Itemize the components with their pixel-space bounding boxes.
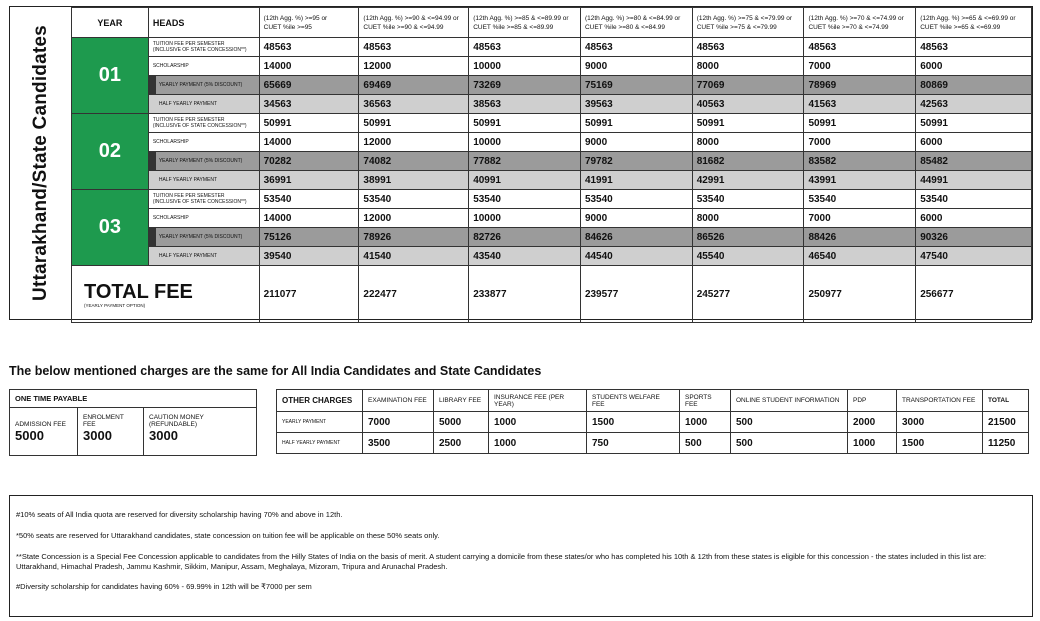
fee-value-cell: 81682 bbox=[692, 152, 804, 171]
fee-value-cell: 80869 bbox=[916, 76, 1032, 95]
fee-value-cell: 53540 bbox=[580, 190, 692, 209]
fee-value-cell: 84626 bbox=[580, 228, 692, 247]
other-charges-value: 3500 bbox=[363, 433, 434, 454]
fee-head-label bbox=[148, 133, 259, 152]
fee-value-cell: 50991 bbox=[469, 114, 581, 133]
range-header bbox=[580, 8, 692, 38]
other-charges-value: 500 bbox=[680, 433, 731, 454]
fee-value-cell: 7000 bbox=[804, 209, 916, 228]
range-header bbox=[259, 8, 359, 38]
payment-option-strip bbox=[149, 76, 156, 94]
fee-value-cell: 75126 bbox=[259, 228, 359, 247]
other-charges-row bbox=[277, 412, 1029, 433]
payment-option-strip bbox=[149, 152, 156, 170]
note-uttarakhand-seats: *50% seats are reserved for Uttarakhand candidates, state concession on tuition fee will be applicable on these 50% seats only. bbox=[16, 531, 440, 540]
fee-value-cell: 12000 bbox=[359, 133, 469, 152]
fee-value-cell: 14000 bbox=[259, 133, 359, 152]
one-time-payable-title: ONE TIME PAYABLE bbox=[10, 390, 257, 408]
enrolment-fee-value: 3000 bbox=[78, 428, 144, 456]
range-header bbox=[469, 8, 581, 38]
total-fee-label-cell bbox=[72, 266, 260, 323]
common-charges-heading: The below mentioned charges are the same for All India Candidates and State Candidates bbox=[9, 364, 542, 378]
other-charges-total-header: TOTAL bbox=[983, 390, 1029, 412]
fee-value-cell: 78926 bbox=[359, 228, 469, 247]
fee-value-cell: 48563 bbox=[692, 38, 804, 57]
fee-value-cell: 6000 bbox=[916, 57, 1032, 76]
fee-head-label bbox=[148, 57, 259, 76]
other-charges-column-header: INSURANCE FEE (PER YEAR) bbox=[489, 390, 587, 412]
fee-value-cell: 12000 bbox=[359, 209, 469, 228]
fee-value-cell: 40991 bbox=[469, 171, 581, 190]
fee-value-cell: 48563 bbox=[916, 38, 1032, 57]
fee-table-header-row bbox=[72, 8, 1032, 38]
fee-head-line: TUITION FEE PER SEMESTER bbox=[152, 193, 225, 199]
fee-head-label bbox=[148, 76, 259, 95]
fee-head-line: (INCLUSIVE OF STATE CONCESSION**) bbox=[152, 47, 247, 53]
one-time-value-row bbox=[10, 428, 257, 456]
range-line: CUET %ile >=90 & <=94.99 bbox=[363, 23, 444, 31]
other-charges-value: 1000 bbox=[680, 412, 731, 433]
fee-head-label bbox=[148, 152, 259, 171]
range-line: CUET %ile >=75 & <=79.99 bbox=[696, 23, 777, 31]
fee-value-cell: 88426 bbox=[804, 228, 916, 247]
fee-value-cell: 39563 bbox=[580, 95, 692, 114]
fee-value-cell: 38563 bbox=[469, 95, 581, 114]
other-charges-value: 1000 bbox=[489, 433, 587, 454]
other-charges-column-header: LIBRARY FEE bbox=[434, 390, 489, 412]
fee-value-cell: 41991 bbox=[580, 171, 692, 190]
fee-row bbox=[72, 57, 1032, 76]
fee-value-cell: 7000 bbox=[804, 57, 916, 76]
note-diversity-quota: #10% seats of All India quota are reserved for diversity scholarship having 70% and above in 12th. bbox=[16, 510, 343, 519]
fee-value-cell: 42991 bbox=[692, 171, 804, 190]
other-charges-value: 3000 bbox=[897, 412, 983, 433]
range-line: CUET %ile >=95 bbox=[263, 23, 312, 31]
fee-value-cell: 6000 bbox=[916, 209, 1032, 228]
fee-value-cell: 83582 bbox=[804, 152, 916, 171]
fee-head-line: (INCLUSIVE OF STATE CONCESSION**) bbox=[152, 123, 247, 129]
other-charges-value: 750 bbox=[587, 433, 680, 454]
fee-value-cell: 41540 bbox=[359, 247, 469, 266]
fee-head-line: SCHOLARSHIP bbox=[152, 63, 189, 69]
fee-value-cell: 78969 bbox=[804, 76, 916, 95]
fee-row bbox=[72, 76, 1032, 95]
other-charges-value: 1500 bbox=[587, 412, 680, 433]
total-fee-value: 233877 bbox=[469, 266, 581, 323]
note-state-concession: **State Concession is a Special Fee Concession applicable to candidates from the Hilly States of India on the basis of merit. A student carrying a domicile from these states/or who has completed his 10th & 12th from these states is eligible for this concession - the states included in this list are: Uttarakhand, Himachal Pradesh, Jammu Kashmir, Sikkim, Manipur, Assam, Meghalaya, Mizoram, Tripura and Arunachal Pradesh. bbox=[16, 552, 987, 571]
fee-head-line: HALF YEARLY PAYMENT bbox=[158, 101, 218, 107]
fee-value-cell: 50991 bbox=[692, 114, 804, 133]
fee-head-label bbox=[148, 209, 259, 228]
fee-value-cell: 48563 bbox=[469, 38, 581, 57]
range-line: CUET %ile >=65 & <=69.99 bbox=[920, 23, 1001, 31]
other-charges-column-header: TRANSPORTATION FEE bbox=[897, 390, 983, 412]
fee-value-cell: 53540 bbox=[359, 190, 469, 209]
other-charges-column-header: PDP bbox=[848, 390, 897, 412]
other-charges-value: 21500 bbox=[983, 412, 1029, 433]
fee-head-line: SCHOLARSHIP bbox=[152, 139, 189, 145]
fee-value-cell: 46540 bbox=[804, 247, 916, 266]
other-charges-value: 2000 bbox=[848, 412, 897, 433]
fee-value-cell: 8000 bbox=[692, 57, 804, 76]
total-fee-value: 256677 bbox=[916, 266, 1032, 323]
fee-value-cell: 77069 bbox=[692, 76, 804, 95]
fee-head-label bbox=[148, 247, 259, 266]
fee-head-line: HALF YEARLY PAYMENT bbox=[158, 177, 218, 183]
fee-value-cell: 14000 bbox=[259, 57, 359, 76]
fee-value-cell: 73269 bbox=[469, 76, 581, 95]
fee-value-cell: 85482 bbox=[916, 152, 1032, 171]
fee-value-cell: 8000 bbox=[692, 209, 804, 228]
total-fee-value: 250977 bbox=[804, 266, 916, 323]
fee-value-cell: 8000 bbox=[692, 133, 804, 152]
fee-row bbox=[72, 133, 1032, 152]
fee-value-cell: 53540 bbox=[916, 190, 1032, 209]
one-time-label-row bbox=[10, 408, 257, 428]
fee-head-line: HALF YEARLY PAYMENT bbox=[158, 253, 218, 259]
fee-value-cell: 48563 bbox=[259, 38, 359, 57]
fee-value-cell: 45540 bbox=[692, 247, 804, 266]
range-line: CUET %ile >=80 & <=84.99 bbox=[584, 23, 666, 31]
fee-head-line: YEARLY PAYMENT (5% DISCOUNT) bbox=[158, 234, 243, 240]
fee-value-cell: 44540 bbox=[580, 247, 692, 266]
fee-value-cell: 10000 bbox=[469, 57, 581, 76]
fee-row bbox=[72, 190, 1032, 209]
total-fee-value: 245277 bbox=[692, 266, 804, 323]
total-fee-subtitle: (YEARLY PAYMENT OPTION) bbox=[84, 302, 146, 308]
fee-value-cell: 53540 bbox=[692, 190, 804, 209]
fee-row bbox=[72, 247, 1032, 266]
year-column-header: YEAR bbox=[72, 8, 149, 38]
range-line: (12th Agg. %) >=85 & <=89.99 or bbox=[473, 14, 569, 22]
fee-value-cell: 44991 bbox=[916, 171, 1032, 190]
other-charges-column-header: ONLINE STUDENT INFORMATION bbox=[731, 390, 848, 412]
fee-value-cell: 43991 bbox=[804, 171, 916, 190]
fee-value-cell: 65669 bbox=[259, 76, 359, 95]
fee-value-cell: 12000 bbox=[359, 57, 469, 76]
payment-option-strip bbox=[149, 228, 156, 246]
total-fee-title: TOTAL FEE bbox=[84, 280, 193, 303]
caution-money-label: CAUTION MONEY (REFUNDABLE) bbox=[144, 408, 257, 428]
fee-value-cell: 48563 bbox=[359, 38, 469, 57]
fee-row bbox=[72, 95, 1032, 114]
fee-value-cell: 39540 bbox=[259, 247, 359, 266]
fee-value-cell: 48563 bbox=[580, 38, 692, 57]
fee-value-cell: 50991 bbox=[259, 114, 359, 133]
admission-fee-label: ADMISSION FEE bbox=[10, 408, 78, 428]
other-charges-value: 2500 bbox=[434, 433, 489, 454]
other-charges-value: 1000 bbox=[848, 433, 897, 454]
fee-value-cell: 47540 bbox=[916, 247, 1032, 266]
range-line: (12th Agg. %) >=75 & <=79.99 or bbox=[696, 14, 793, 22]
fee-head-label bbox=[148, 228, 259, 247]
heads-column-header: HEADS bbox=[148, 8, 259, 38]
other-charges-row-label: YEARLY PAYMENT bbox=[277, 412, 363, 433]
fee-row bbox=[72, 228, 1032, 247]
fee-head-line: SCHOLARSHIP bbox=[152, 215, 189, 221]
fee-row bbox=[72, 114, 1032, 133]
fee-value-cell: 48563 bbox=[804, 38, 916, 57]
fee-value-cell: 36991 bbox=[259, 171, 359, 190]
range-header bbox=[916, 8, 1032, 38]
fee-head-label bbox=[148, 95, 259, 114]
year-number-cell: 01 bbox=[72, 38, 149, 114]
range-header bbox=[359, 8, 469, 38]
fee-value-cell: 70282 bbox=[259, 152, 359, 171]
other-charges-row-label: HALF YEARLY PAYMENT bbox=[277, 433, 363, 454]
fee-value-cell: 10000 bbox=[469, 209, 581, 228]
fee-value-cell: 7000 bbox=[804, 133, 916, 152]
fee-value-cell: 90326 bbox=[916, 228, 1032, 247]
other-charges-column-header: SPORTS FEE bbox=[680, 390, 731, 412]
fee-row bbox=[72, 209, 1032, 228]
other-charges-column-header: STUDENTS WELFARE FEE bbox=[587, 390, 680, 412]
total-fee-value: 211077 bbox=[259, 266, 359, 323]
fee-value-cell: 43540 bbox=[469, 247, 581, 266]
fee-row bbox=[72, 38, 1032, 57]
range-line: (12th Agg. %) >=70 & <=74.99 or bbox=[808, 14, 904, 22]
fee-value-cell: 53540 bbox=[469, 190, 581, 209]
fee-value-cell: 79782 bbox=[580, 152, 692, 171]
fee-value-cell: 75169 bbox=[580, 76, 692, 95]
other-charges-value: 500 bbox=[731, 433, 848, 454]
fee-value-cell: 14000 bbox=[259, 209, 359, 228]
one-time-title-row bbox=[10, 390, 257, 408]
one-time-payable-table bbox=[9, 389, 257, 456]
fee-value-cell: 50991 bbox=[359, 114, 469, 133]
range-line: (12th Agg. %) >=95 or bbox=[263, 14, 328, 22]
other-charges-column-header: EXAMINATION FEE bbox=[363, 390, 434, 412]
fee-head-line: YEARLY PAYMENT (5% DISCOUNT) bbox=[158, 82, 243, 88]
total-fee-row bbox=[72, 266, 1032, 323]
fee-value-cell: 9000 bbox=[580, 209, 692, 228]
other-charges-value: 1000 bbox=[489, 412, 587, 433]
fee-head-line: YEARLY PAYMENT (5% DISCOUNT) bbox=[158, 158, 243, 164]
range-header bbox=[692, 8, 804, 38]
fee-value-cell: 50991 bbox=[916, 114, 1032, 133]
range-line: (12th Agg. %) >=90 & <=94.99 or bbox=[363, 14, 459, 22]
fee-value-cell: 36563 bbox=[359, 95, 469, 114]
fee-value-cell: 41563 bbox=[804, 95, 916, 114]
other-charges-value: 7000 bbox=[363, 412, 434, 433]
admission-fee-value: 5000 bbox=[10, 428, 78, 456]
year-number-cell: 02 bbox=[72, 114, 149, 190]
fee-value-cell: 9000 bbox=[580, 133, 692, 152]
fee-value-cell: 53540 bbox=[804, 190, 916, 209]
fee-value-cell: 53540 bbox=[259, 190, 359, 209]
caution-money-value: 3000 bbox=[144, 428, 257, 456]
year-number-cell: 03 bbox=[72, 190, 149, 266]
fee-value-cell: 40563 bbox=[692, 95, 804, 114]
note-diversity-scholarship: #Diversity scholarship for candidates having 60% - 69.99% in 12th will be ₹7000 per sem bbox=[16, 582, 312, 591]
fee-head-line: (INCLUSIVE OF STATE CONCESSION**) bbox=[152, 199, 247, 205]
fee-value-cell: 34563 bbox=[259, 95, 359, 114]
fee-value-cell: 50991 bbox=[804, 114, 916, 133]
fee-head-line: TUITION FEE PER SEMESTER bbox=[152, 117, 225, 123]
total-fee-value: 239577 bbox=[580, 266, 692, 323]
side-label-text: Uttarakhand/State Candidates bbox=[29, 25, 51, 301]
fee-head-label bbox=[148, 171, 259, 190]
notes-panel bbox=[9, 495, 1033, 617]
other-charges-row bbox=[277, 433, 1029, 454]
fee-value-cell: 86526 bbox=[692, 228, 804, 247]
range-line: CUET %ile >=85 & <=89.99 bbox=[473, 23, 554, 31]
fee-head-line: TUITION FEE PER SEMESTER bbox=[152, 41, 225, 47]
other-charges-table bbox=[276, 389, 1029, 454]
fee-row bbox=[72, 152, 1032, 171]
fee-structure-panel bbox=[9, 6, 1033, 320]
other-charges-value: 5000 bbox=[434, 412, 489, 433]
fee-head-label bbox=[148, 114, 259, 133]
other-charges-header-row bbox=[277, 390, 1029, 412]
range-header bbox=[804, 8, 916, 38]
other-charges-value: 1500 bbox=[897, 433, 983, 454]
range-line: CUET %ile >=70 & <=74.99 bbox=[808, 23, 889, 31]
other-charges-value: 11250 bbox=[983, 433, 1029, 454]
fee-value-cell: 69469 bbox=[359, 76, 469, 95]
range-line: (12th Agg. %) >=80 & <=84.99 or bbox=[584, 14, 681, 22]
fee-table-body bbox=[72, 38, 1032, 266]
fee-value-cell: 38991 bbox=[359, 171, 469, 190]
fee-value-cell: 9000 bbox=[580, 57, 692, 76]
other-charges-value: 500 bbox=[731, 412, 848, 433]
fee-value-cell: 42563 bbox=[916, 95, 1032, 114]
enrolment-fee-label: ENROLMENT FEE bbox=[78, 408, 144, 428]
fee-row bbox=[72, 171, 1032, 190]
fee-value-cell: 74082 bbox=[359, 152, 469, 171]
fee-table bbox=[71, 7, 1032, 323]
fee-head-label bbox=[148, 190, 259, 209]
fee-head-label bbox=[148, 38, 259, 57]
fee-value-cell: 82726 bbox=[469, 228, 581, 247]
total-fee-value: 222477 bbox=[359, 266, 469, 323]
fee-value-cell: 77882 bbox=[469, 152, 581, 171]
other-charges-title: OTHER CHARGES bbox=[277, 390, 363, 412]
fee-value-cell: 50991 bbox=[580, 114, 692, 133]
fee-value-cell: 10000 bbox=[469, 133, 581, 152]
fee-value-cell: 6000 bbox=[916, 133, 1032, 152]
side-label bbox=[10, 7, 71, 319]
range-line: (12th Agg. %) >=65 & <=69.99 or bbox=[920, 14, 1016, 22]
